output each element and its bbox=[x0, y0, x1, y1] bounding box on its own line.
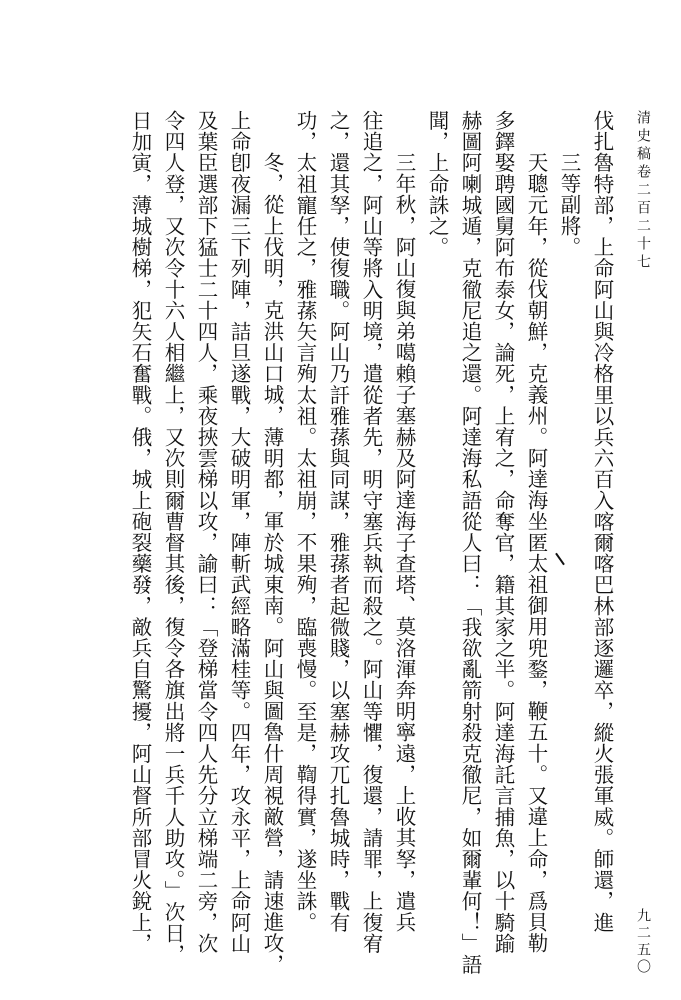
text-column: 令四人登，又次令十六人相繼上，又次則爾曹督其後，復令各旗出將一兵千人助攻。」次日， bbox=[161, 110, 185, 965]
text-column: 三年秋，阿山復與弟噶賴子塞赫及阿達海子查塔、莫洛渾奔明寧遠，上收其孥，遣兵 bbox=[392, 152, 416, 933]
running-title: 清史稿卷二百二十七 bbox=[635, 110, 651, 272]
text-column: 上命卽夜漏三下列陣，詰旦遂戰，大破明軍，陣斬武經略滿桂等。四年，攻永平，上命阿山 bbox=[227, 110, 251, 954]
page-number: 九二五〇 bbox=[635, 908, 651, 976]
text-column: 赫圖阿喇城遁，克徹尼追之還。阿達海私語從人曰：「我欲亂箭射殺克徹尼，如爾輩何！」語 bbox=[458, 110, 482, 976]
text-column: 往追之，阿山等將入明境，遣從者先，明守塞兵執而殺之。阿山等懼，復還，請罪，上復宥 bbox=[359, 110, 383, 954]
text-column: 伐扎魯特部，上命阿山與冷格里以兵六百入喀爾喀巴林部逐邏卒，縱火張軍威。師還，進 bbox=[590, 110, 614, 933]
text-column: 三等副將。 bbox=[557, 152, 581, 258]
text-column: 聞，上命誅之。 bbox=[425, 110, 449, 258]
text-column: 天聰元年，從伐朝鮮，克義州。阿達海坐匿太祖御用兜鍪，鞭五十。又違上命，爲貝勒 bbox=[524, 152, 548, 954]
text-column: 之，還其孥，使復職。阿山乃訐雅蓀與同謀，雅蓀者起微賤，以塞赫攻兀扎魯城時，戰有 bbox=[326, 110, 350, 933]
text-column: 日加寅，薄城樹梯，犯矢石奮戰。俄，城上砲裂藥發，敵兵自驚擾，阿山督所部冒火銳上， bbox=[128, 110, 152, 954]
text-column: 及葉臣選部下猛士二十四人，乘夜挾雲梯以攻，諭曰：「登梯當令四人先分立梯端二旁，次 bbox=[194, 110, 218, 954]
text-body bbox=[127, 110, 615, 1000]
text-column: 冬，從上伐明，克洪山口城，薄明都，軍於城東南。阿山與圖魯什周視敵營，請速進攻， bbox=[260, 152, 284, 975]
text-column: 功，太祖寵任之，雅蓀矢言殉太祖。太祖崩，不果殉，臨喪慢。至是，鞫得實，遂坐誅。 bbox=[293, 110, 317, 933]
text-column: 多鐸娶聘國舅阿布泰女，論死，上宥之，命奪官，籍其家之半。阿達海託言捕魚，以十騎踰 bbox=[491, 110, 515, 954]
